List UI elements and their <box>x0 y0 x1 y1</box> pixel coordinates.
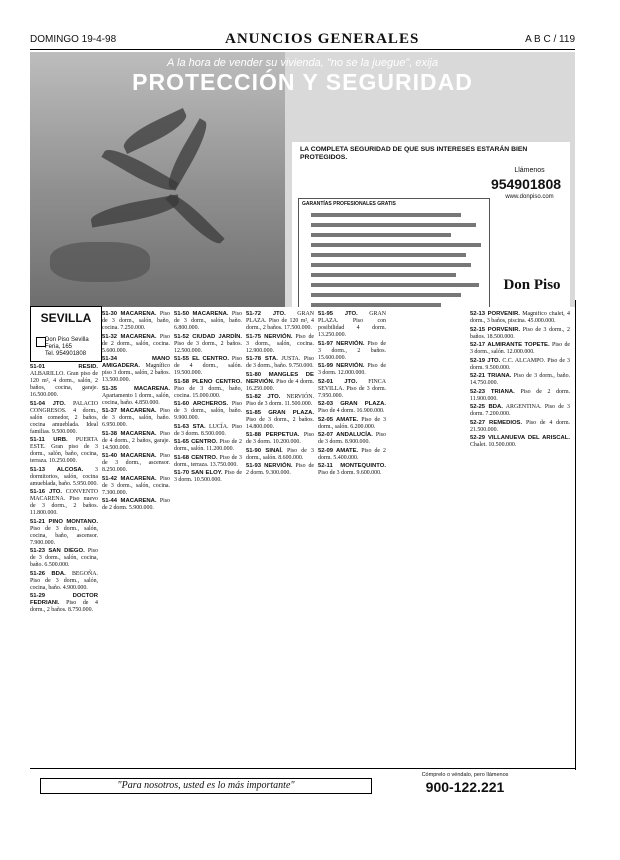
listing-entry: 51-97 NERVIÓN. Piso de 3 dorm., 2 baños. 15.600.000. <box>318 340 386 361</box>
listing-entry: 51-72 JTO. GRAN PLAZA. Piso de 120 m², 4 dorm., 2 baños. 17.500.000. <box>246 311 314 331</box>
ad-tagline: A la hora de vender su vivienda, "no se la juegue", exija <box>167 57 438 69</box>
listing-column-4 <box>246 311 314 763</box>
listing-entry: 51-58 PLENO CENTRO. Piso de 3 dorm., baño, cocina. 15.000.000. <box>174 378 242 399</box>
listing-column-5 <box>318 311 386 763</box>
don-piso-logo: Don Piso <box>503 277 561 293</box>
agency-address: Feria, 165 <box>45 344 73 350</box>
agency-box-title: SEVILLA <box>40 311 92 325</box>
column-rule <box>575 300 576 770</box>
listing-entry: 51-23 SAN DIEGO. Piso de 3 dorm., salón, cocina, baño. 6.500.000. <box>30 548 98 568</box>
listing-entry: 51-70 SAN ELOY. Piso de 3 dorm. 10.500.000. <box>174 470 242 483</box>
ad-lead-text: LA COMPLETA SEGURIDAD DE QUE SUS INTERESES ESTARÁN BIEN PROTEGIDOS. <box>300 146 528 161</box>
listing-entry: 52-27 REMEDIOS. Piso de 4 dorm. 21.500.000. <box>470 419 570 433</box>
listing-entry: 51-11 URB. PUERTA ESTE. Gran piso de 3 dorm., salón, baño, cocina, terraza. 10.250.000. <box>30 437 98 464</box>
ad-info-panel <box>292 142 570 307</box>
listing-column-6 <box>470 311 570 763</box>
ad-phone: 954901808 <box>490 176 562 192</box>
listing-entry: 52-05 AMATE. Piso de 3 dorm., salón. 6.200.000. <box>318 416 386 430</box>
listing-entry: 52-19 JTO. C.C. ALCAMPO. Piso de 3 dorm. 9.500.000. <box>470 357 570 371</box>
listing-entry: 52-13 PORVENIR. Magnífico chalet, 4 dorm., 3 baños, piscina. 45.000.000. <box>470 311 570 324</box>
listing-entry: 51-37 MACARENA. Piso de 3 dorm., salón, baño. 6.950.000. <box>102 408 170 428</box>
footer-slogan: "Para nosotros, usted es lo más importante" <box>40 778 372 794</box>
listing-entry: 51-99 NERVIÓN. Piso de 3 dorm. 12.000.000. <box>318 363 386 376</box>
listing-entry: 51-38 MACARENA. Piso de 4 dorm., 2 baños, garaje. 14.500.000. <box>102 430 170 451</box>
header-rule <box>30 49 575 50</box>
ad-headline: PROTECCIÓN Y SEGURIDAD <box>132 69 473 95</box>
listing-entry: 52-03 GRAN PLAZA. Piso de 4 dorm. 16.900.000. <box>318 401 386 414</box>
agency-name: Don Piso Sevilla <box>45 337 89 343</box>
listing-entry: 51-30 MACARENA. Piso de 3 dorm., salón, baño, cocina. 7.250.000. <box>102 311 170 331</box>
issue-date: DOMINGO 19-4-98 <box>30 34 117 45</box>
ad-website: www.donpiso.com <box>505 194 554 200</box>
footer-rule <box>30 768 575 769</box>
listing-entry: 52-01 JTO. FINCA SEVILLA. Piso de 3 dorm. 7.950.000. <box>318 378 386 399</box>
listing-entry: 51-35 MACARENA. Apartamento 1 dorm., salón, cocina, baño. 4.850.000. <box>102 385 170 406</box>
listing-entry: 51-04 JTO. PALACIO CONGRESOS. 4 dorm., salón comedor, 2 baños, cocina amueblada. Ideal familias. 9.500.000. <box>30 400 98 435</box>
listing-entry: 51-44 MACARENA. Piso de 2 dorm. 5.900.000. <box>102 498 170 511</box>
listing-entry: 51-90 SINAÍ. Piso de 3 dorm., salón. 8.600.000. <box>246 447 314 461</box>
listing-entry: 52-25 BDA. ARGENTINA. Piso de 3 dorm. 7.200.000. <box>470 404 570 417</box>
call-label: Llámenos <box>514 167 545 174</box>
listing-entry: 52-09 AMATE. Piso de 2 dorm. 5.400.000. <box>318 447 386 461</box>
listing-entry: 51-60 ARCHEROS. Piso de 3 dorm., salón, baño. 9.900.000. <box>174 401 242 421</box>
footer-phone: 900-122.221 <box>425 779 505 795</box>
listing-entry: 51-21 PINO MONTANO. Piso de 3 dorm., salón, cocina, baño, ascensor. 7.900.000. <box>30 518 98 546</box>
listing-entry: 52-11 MONTEQUINTO. Piso de 3 dorm. 9.600.000. <box>318 463 386 476</box>
listing-entry: 51-88 PERPETUA. Piso de 3 dorm. 10.200.000. <box>246 432 314 445</box>
listing-column-3 <box>174 311 242 763</box>
listing-entry: 52-17 ALMIRANTE TOPETE. Piso de 3 dorm., salón. 12.000.000. <box>470 342 570 355</box>
listing-entry: 51-29 DOCTOR FEDRIANI. Piso de 4 dorm., 2 baños. 8.750.000. <box>30 593 98 613</box>
listing-entry: 51-16 JTO. CONVENTO MACARENA. Piso nuevo de 3 dorm., 2 baños. 11.800.000. <box>30 489 98 516</box>
listing-entry: 51-80 MANGLES DE NERVIÓN. Piso de 4 dorm. 16.250.000. <box>246 371 314 392</box>
listing-entry: 52-21 TRIANA. Piso de 3 dorm., baño. 14.750.000. <box>470 373 570 386</box>
guarantees-title: GARANTÍAS PROFESIONALES GRATIS <box>302 201 396 207</box>
listing-entry: 51-95 JTO. GRAN PLAZA. Piso con posibilidad 4 dorm. 13.250.000. <box>318 311 386 338</box>
listing-entry: 51-93 NERVIÓN. Piso de 2 dorm. 9.300.000. <box>246 463 314 476</box>
listing-entry: 51-68 CENTRO. Piso de 3 dorm., terraza. 13.750.000. <box>174 454 242 468</box>
listing-entry: 51-50 MACARENA. Piso de 3 dorm., salón, baño. 6.800.000. <box>174 311 242 331</box>
listing-entry: 51-82 JTO. NERVIÓN. Piso de 3 dorm. 11.500.000. <box>246 394 314 407</box>
listing-entry: 51-42 MACARENA. Piso de 3 dorm., salón, cocina. 7.300.000. <box>102 475 170 496</box>
page-number: A B C / 119 <box>525 34 575 45</box>
footer <box>30 772 575 800</box>
listing-entry: 51-55 EL CENTRO. Piso de 4 dorm., salón. 19.500.000. <box>174 356 242 376</box>
listing-column-1 <box>30 364 98 764</box>
listing-entry: 51-34 MANO AMIGADERA. Magnífico piso 3 dorm., salón, 2 baños. 13.500.000. <box>102 356 170 383</box>
listing-entry: 51-78 STA. JUSTA. Piso de 3 dorm., baño. 9.750.000. <box>246 356 314 369</box>
agency-contact <box>45 337 89 358</box>
guarantees-box <box>298 198 490 307</box>
agency-phone: Tel. 954901808 <box>45 351 87 357</box>
listing-entry: 51-75 NERVIÓN. Piso de 3 dorm., salón, cocina. 12.900.000. <box>246 333 314 354</box>
listing-entry: 52-23 TRIANA. Piso de 2 dorm. 11.900.000. <box>470 388 570 402</box>
listing-entry: 51-52 CIUDAD JARDÍN. Piso de 3 dorm., 2 baños. 12.500.000. <box>174 333 242 354</box>
listing-entry: 51-01 RESID. ALBARILLO. Gran piso de 120 m², 4 dorm., salón, 2 baños, cocina, garaje. 16.500.000. <box>30 364 98 398</box>
listing-entry: 51-26 BDA. BEGOÑA. Piso de 3 dorm., salón, cocina, baño. 4.900.000. <box>30 570 98 591</box>
listing-entry: 51-13 ALCOSA. 3 dormitorios, salón, cocina amueblada, baño. 5.950.000. <box>30 466 98 487</box>
listing-entry: 52-07 ANDALUCÍA. Piso de 3 dorm. 8.900.000. <box>318 432 386 445</box>
listing-entry: 51-85 GRAN PLAZA. Piso de 3 dorm., 2 baños. 14.800.000. <box>246 409 314 430</box>
listing-entry: 51-65 CENTRO. Piso de 2 dorm., salón. 11.200.000. <box>174 439 242 452</box>
listing-entry: 51-40 MACARENA. Piso de 3 dorm., ascensor. 8.250.000. <box>102 453 170 473</box>
listing-column-6b <box>392 311 466 763</box>
listing-entry: 52-29 VILLANUEVA DEL ARISCAL. Chalet. 10.500.000. <box>470 435 570 448</box>
listing-entry: 51-32 MACARENA. Piso de 2 dorm., salón, cocina. 5.600.000. <box>102 333 170 354</box>
section-title: ANUNCIOS GENERALES <box>225 31 420 47</box>
listing-entry: 52-15 PORVENIR. Piso de 3 dorm., 2 baños. 18.500.000. <box>470 326 570 340</box>
listing-column-2 <box>102 311 170 763</box>
page-header <box>30 31 575 48</box>
agency-box <box>30 306 102 362</box>
listing-entry: 51-63 STA. LUCÍA. Piso de 3 dorm. 8.500.000. <box>174 423 242 437</box>
footer-small-text: Cómprelo o véndalo, pero llámenos <box>421 772 509 778</box>
advertisement <box>30 52 575 307</box>
